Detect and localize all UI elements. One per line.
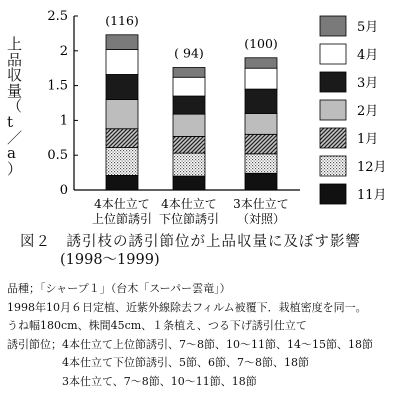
note-line: 3本仕立て、7〜8節、10〜11節、18節 bbox=[7, 374, 257, 388]
x-category-label: 4本仕立て bbox=[161, 197, 217, 211]
figure-caption bbox=[20, 233, 361, 269]
x-category-label: （対照） bbox=[236, 212, 286, 226]
legend-swatch bbox=[320, 16, 346, 36]
bar-segment bbox=[173, 136, 205, 153]
y-tick-label: 1.5 bbox=[47, 78, 68, 94]
y-axis-label-char: 収 bbox=[7, 66, 23, 85]
y-tick-label: 2.5 bbox=[47, 9, 68, 24]
caption-period: (1998〜1999) bbox=[60, 252, 160, 268]
y-axis-label-char: ／ bbox=[7, 128, 23, 147]
bar-total-label: (116) bbox=[105, 12, 139, 28]
y-tick-label: 0 bbox=[59, 183, 68, 198]
bar-segment bbox=[173, 176, 205, 190]
bar-segment bbox=[106, 35, 138, 50]
bar-segment bbox=[245, 68, 277, 89]
legend-label: 11月 bbox=[357, 188, 387, 203]
bars bbox=[92, 13, 289, 226]
note-line: 品種；「シャープ１」（台木「スーパー雲竜」） bbox=[7, 282, 231, 295]
legend-swatch bbox=[320, 72, 346, 92]
note-line: 誘引節位；4本仕立て上位節誘引、7〜8節、10〜11節、14〜15節、18節 bbox=[7, 337, 373, 351]
bar-segment bbox=[173, 96, 205, 114]
bar-segment bbox=[106, 175, 138, 190]
bar-segment bbox=[173, 68, 205, 78]
y-axis-label-char: （ bbox=[7, 97, 23, 116]
legend-swatch bbox=[320, 184, 346, 204]
bar-segment bbox=[245, 58, 277, 68]
legend bbox=[320, 16, 387, 204]
bar-segment bbox=[245, 89, 277, 113]
y-tick-label: 0.5 bbox=[47, 148, 68, 164]
bar-segment bbox=[173, 153, 205, 176]
bar-segment bbox=[245, 154, 277, 173]
legend-swatch bbox=[320, 128, 346, 148]
legend-label: 2月 bbox=[357, 104, 379, 119]
note-line: うね幅180cm、株間45cm、１条植え、つる下げ誘引仕立て bbox=[7, 319, 307, 332]
y-tick-label: 2 bbox=[59, 43, 68, 59]
bar-segment bbox=[106, 74, 138, 99]
y-axis-label-char: 量 bbox=[7, 81, 23, 100]
bar-segment bbox=[173, 114, 205, 136]
legend-swatch bbox=[320, 44, 346, 64]
x-category-label: 上位節誘引 bbox=[91, 212, 153, 226]
legend-swatch bbox=[320, 156, 346, 176]
y-axis-label-char: 品 bbox=[7, 50, 23, 69]
legend-label: 12月 bbox=[357, 160, 387, 175]
bar-segment bbox=[245, 134, 277, 153]
bar-total-label: (100) bbox=[244, 35, 278, 51]
y-axis-label-char: 上 bbox=[7, 35, 23, 53]
caption-title: 図２ 誘引枝の誘引節位が上品収量に及ぼす影響 bbox=[20, 234, 361, 250]
legend-label: 4月 bbox=[357, 48, 379, 63]
bar-segment bbox=[106, 129, 138, 148]
bar-segment bbox=[106, 100, 138, 129]
y-tick-label: 1 bbox=[59, 113, 68, 129]
bar-total-label: ( 94) bbox=[174, 45, 204, 61]
figure-notes bbox=[7, 280, 373, 391]
legend-label: 1月 bbox=[357, 132, 379, 147]
note-line: 1998年10月６日定植、近紫外線除去フィルム被覆下．栽植密度を同一。 bbox=[7, 300, 367, 314]
legend-swatch bbox=[320, 100, 346, 120]
x-category-label: 下位節誘引 bbox=[158, 212, 220, 226]
bar-segment bbox=[245, 173, 277, 190]
x-category-label: 3本仕立て bbox=[233, 197, 289, 211]
bar-segment bbox=[106, 49, 138, 74]
legend-label: 3月 bbox=[357, 76, 379, 91]
bar-segment bbox=[173, 77, 205, 96]
bar-segment bbox=[106, 148, 138, 176]
bar-segment bbox=[245, 113, 277, 134]
y-axis-label-char: ） bbox=[7, 159, 23, 178]
note-line: 4本仕立て下位節誘引、5節、6節、7〜8節、18節 bbox=[7, 356, 309, 369]
legend-label: 5月 bbox=[357, 20, 379, 35]
y-axis-label-char: a bbox=[7, 144, 16, 163]
x-category-label: 4本仕立て bbox=[94, 197, 150, 211]
y-axis-label-char: t bbox=[7, 113, 14, 131]
